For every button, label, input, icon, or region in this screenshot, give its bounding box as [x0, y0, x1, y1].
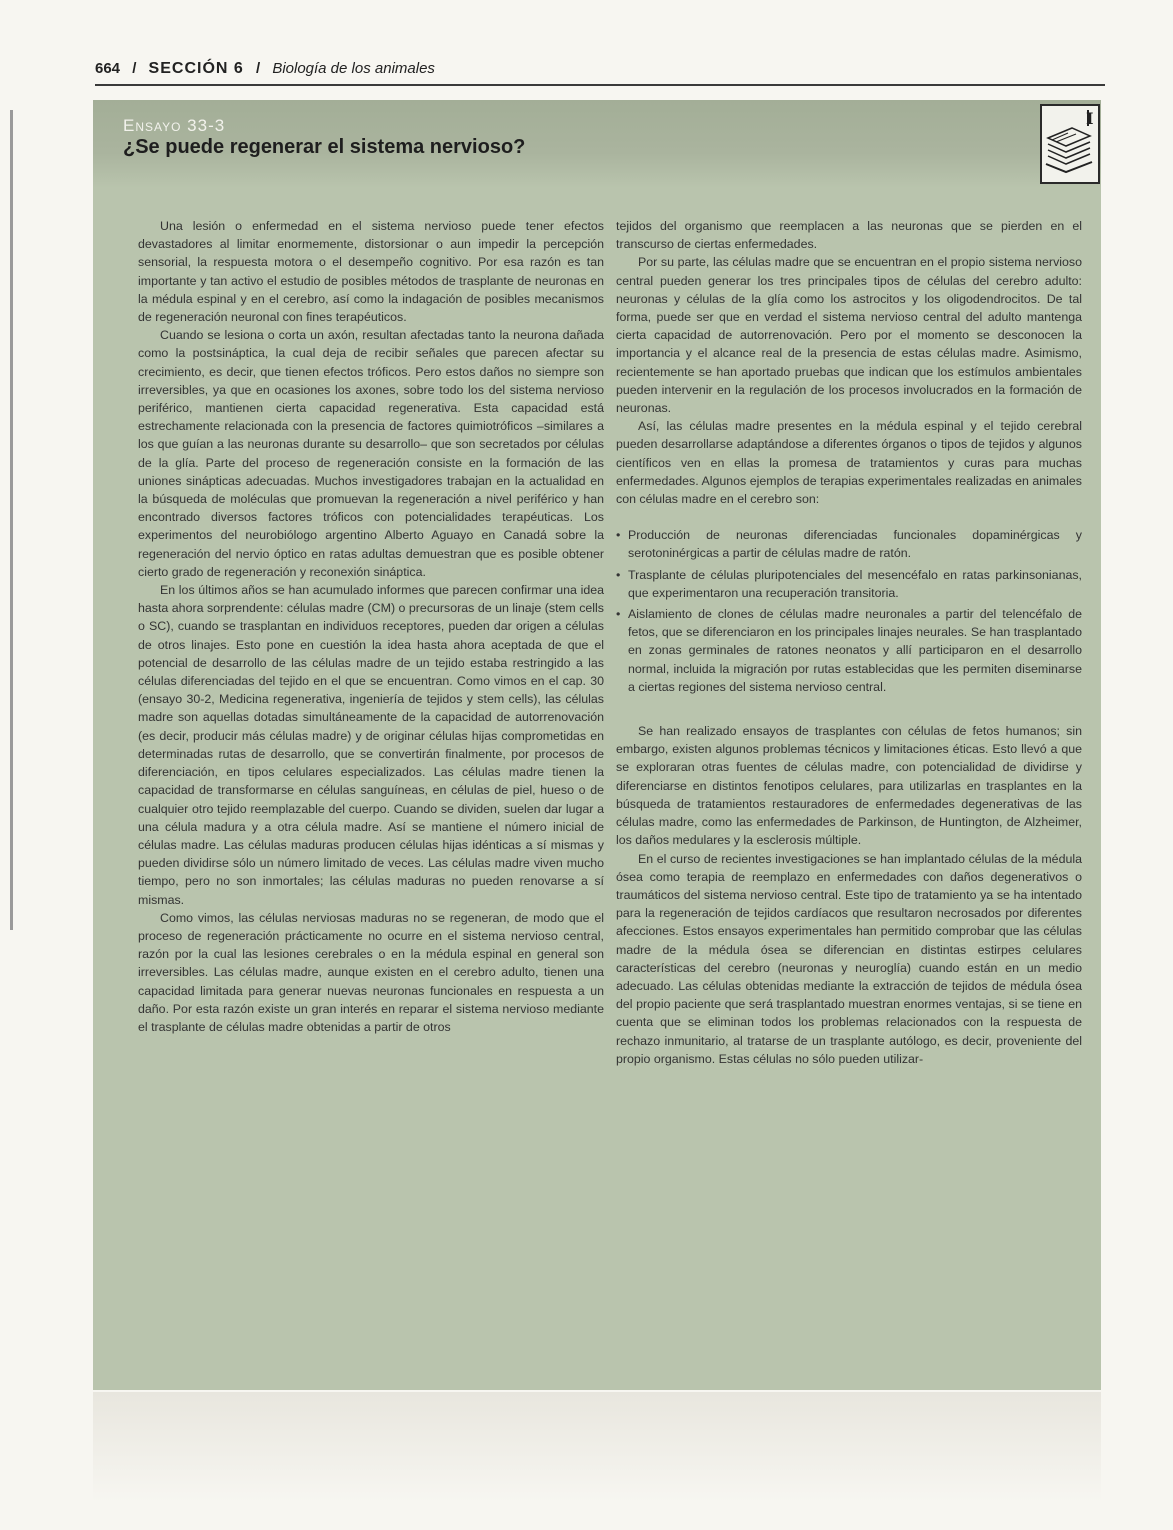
- essay-title: ¿Se puede regenerar el sistema nervioso?: [123, 136, 526, 158]
- header-separator: /: [132, 60, 137, 77]
- right-paragraph-1: Por su parte, las células madre que se encuentran en el propio sistema nervioso central pueden generar los tres principales tipos de células del cerebro adulto: neuronas y células de la glía como los astrocitos y los oligodendrocitos. De tal forma, puede ser que en verdad el sistema nervioso central del adulto mantenga cierta capacidad de autorrenovación. Pero por el momento se desconocen la importancia y el alcance real de la presencia de estas células madre. Asimismo, recientemente se han aportado pruebas que indican que los estímulos ambientales pueden intervenir en la regulación de los procesos involucrados en la formación de neuronas.: [616, 255, 1082, 416]
- page-bottom: [93, 1392, 1101, 1502]
- right-continuation: tejidos del organismo que reemplacen a las neuronas que se pierden en el transcurso de ciertas enfermedades.: [616, 219, 1082, 252]
- margin-rule: [10, 110, 13, 930]
- essay-number: Ensayo 33-3: [123, 116, 226, 135]
- list-item: • Aislamiento de clones de células madre neuronales a partir del telencéfalo de fetos, que se diferenciaron en los principales linajes neurales. Se han trasplantado en zonas germinales de ratones neonatos y allí participaron en el desarrollo normal, incluida la migración por rutas establecidas que les permiten diseminarse a ciertas regiones del sistema nervioso central.: [616, 605, 1082, 696]
- left-paragraph-2: Cuando se lesiona o corta un axón, resultan afectadas tanto la neurona dañada como la postsináptica, la cual deja de recibir señales que parecen afectar su crecimiento, es decir, que tienen efectos tróficos. Pero estos daños no siempre son irreversibles, ya que en ocasiones los axones, sobre todo los del sistema nervioso periférico, mantienen cierta capacidad regenerativa. Esta capacidad está estrechamente relacionada con la presencia de factores quimiotróficos –similares a los que guían a las neuronas durante su desarrollo– que son secretados por células de la glía. Parte del proceso de regeneración consiste en la formación de las uniones sinápticas adecuadas. Muchos investigadores trabajan en la actualidad en la búsqueda de moléculas que promuevan la regeneración a nivel periférico y han encontrado diversos factores tróficos con potencialidades terapéuticas. Los experimentos del neurobiólogo argentino Alberto Aguayo en Canadá sobre la regeneración del nervio óptico en ratas adultas demuestran que es posible obtener cierto grado de regeneración y reconexión sináptica.: [138, 328, 604, 579]
- right-paragraph-3: Se han realizado ensayos de trasplantes con células de fetos humanos; sin embargo, existen algunos problemas técnicos y limitaciones éticas. Esto llevó a que se exploraran otras fuentes de células madre, con potencialidad de dividirse y diferenciarse en distintos fenotipos celulares, para utilizarlas en trasplantes en la búsqueda de tratamientos restauradores de enfermedades degenerativas de las células madre, como las enfermedades de Parkinson, de Huntington, de Alzheimer, los daños medulares y la esclerosis múltiple.: [616, 724, 1082, 848]
- essay-box: [93, 100, 1101, 1390]
- list-item: • Trasplante de células pluripotenciales del mesencéfalo en ratas parkinsonianas, que experimentaron una recuperación transitoria.: [616, 566, 1082, 602]
- left-column: [138, 217, 604, 1036]
- book-title: Biología de los animales: [272, 60, 435, 77]
- left-paragraph-4: Como vimos, las células nerviosas maduras no se regeneran, de modo que el proceso de regeneración prácticamente no ocurre en el sistema nervioso central, razón por la cual las lesiones cerebrales o en la médula espinal en general son irreversibles. Las células madre, aunque existen en el cerebro adulto, tienen una capacidad limitada para generar nuevas neuronas funcionales en respuesta a un daño. Por esta razón existe un gran interés en reparar el sistema nervioso mediante el trasplante de células madre obtenidas a partir de otros: [138, 910, 604, 1034]
- essay-header: [93, 100, 1101, 188]
- left-paragraph-1: Una lesión o enfermedad en el sistema nervioso puede tener efectos devastadores al limitar enormemente, distorsionar o aun impedir la percepción sensorial, la respuesta motora o el desempeño cognitivo. Por esa razón es tan importante y tan activo el estudio de posibles métodos de trasplante de neuronas en la médula espinal y en el cerebro, así como la indagación de posibles mecanismos de regeneración neuronal con fines terapéuticos.: [138, 219, 604, 325]
- therapy-list: [616, 526, 1082, 696]
- icon-label: I: [1086, 109, 1094, 128]
- left-paragraph-3: En los últimos años se han acumulado informes que parecen confirmar una idea hasta ahora sorprendente: células madre (CM) o precursoras de un linaje (stem cells o SC), cuando se trasplantan en individuos receptores, pueden dar origen a células de otros linajes. Esto pone en cuestión la idea hasta ahora aceptada de que el potencial de desarrollo de las células madre de un tejido estaba restringido a las células diferenciadas del tejido en el que se encuentran. Como vimos en el cap. 30 (ensayo 30-2, Medicina regenerativa, ingeniería de tejidos y stem cells), las células madre son aquellas dotadas simultáneamente de la capacidad de autorrenovación (es decir, producir más células madre) y de originar células hijas comprometidas en determinadas rutas de desarrollo, que se convertirán finalmente, por procesos de diferenciación, en tipos celulares especializados. Las células madre tienen la capacidad de transformarse en células sanguíneas, en células de piel, hueso o de cualquier otro tejido reemplazable del cuerpo. Cuando se dividen, suelen dar lugar a una célula madura y a otra célula madre. Así se mantiene el número inicial de células madre. Las células maduras producen células hijas idénticas a sí mismas y pueden dividirse sólo un número limitado de veces. Las células madre viven mucho tiempo, pero no son inmortales; las células maduras no pueden renovarse a sí mismas.: [138, 583, 604, 907]
- header-separator-2: /: [255, 60, 261, 77]
- right-paragraph-4: En el curso de recientes investigaciones se han implantado células de la médula ósea como terapia de reemplazo en enfermedades con daños degenerativos o traumáticos del sistema nervioso central. Este tipo de tratamiento ya se ha intentado para la regeneración de tejidos cardíacos que resultaron necrosados por diferentes afecciones. Estos ensayos experimentales han permitido comprobar que las células madre de la médula ósea se diferencian en distintas estirpes celulares características del cerebro (neuronas y neuroglía) cuando están en un medio adecuado. Las células obtenidas mediante la extracción de tejidos de médula ósea del propio paciente que será trasplantado muestran enormes ventajas, si se tiene en cuenta que se eliminan todos los problemas relacionados con la respuesta de rechazo inmunitario, al tratarse de un trasplante autólogo, es decir, proveniente del propio organismo. Estas células no sólo pueden utilizar-: [616, 851, 1082, 1066]
- list-item: • Producción de neuronas diferenciadas funcionales dopaminérgicas y serotoninérgicas a partir de células madre de ratón.: [616, 526, 1082, 562]
- running-head: [95, 56, 1105, 86]
- book-stack-icon: [1040, 104, 1100, 184]
- right-column: [616, 217, 1082, 1068]
- right-paragraph-2: Así, las células madre presentes en la médula espinal y el tejido cerebral pueden desarrollarse adaptándose a diferentes órganos o tipos de tejidos y algunos científicos ven en ellas la promesa de tratamientos y curas para muchas enfermedades. Algunos ejemplos de terapias experimentales realizadas en animales con células madre en el cerebro son:: [616, 419, 1082, 507]
- section-label: SECCIÓN 6: [148, 60, 244, 77]
- page-number: 664: [95, 60, 121, 77]
